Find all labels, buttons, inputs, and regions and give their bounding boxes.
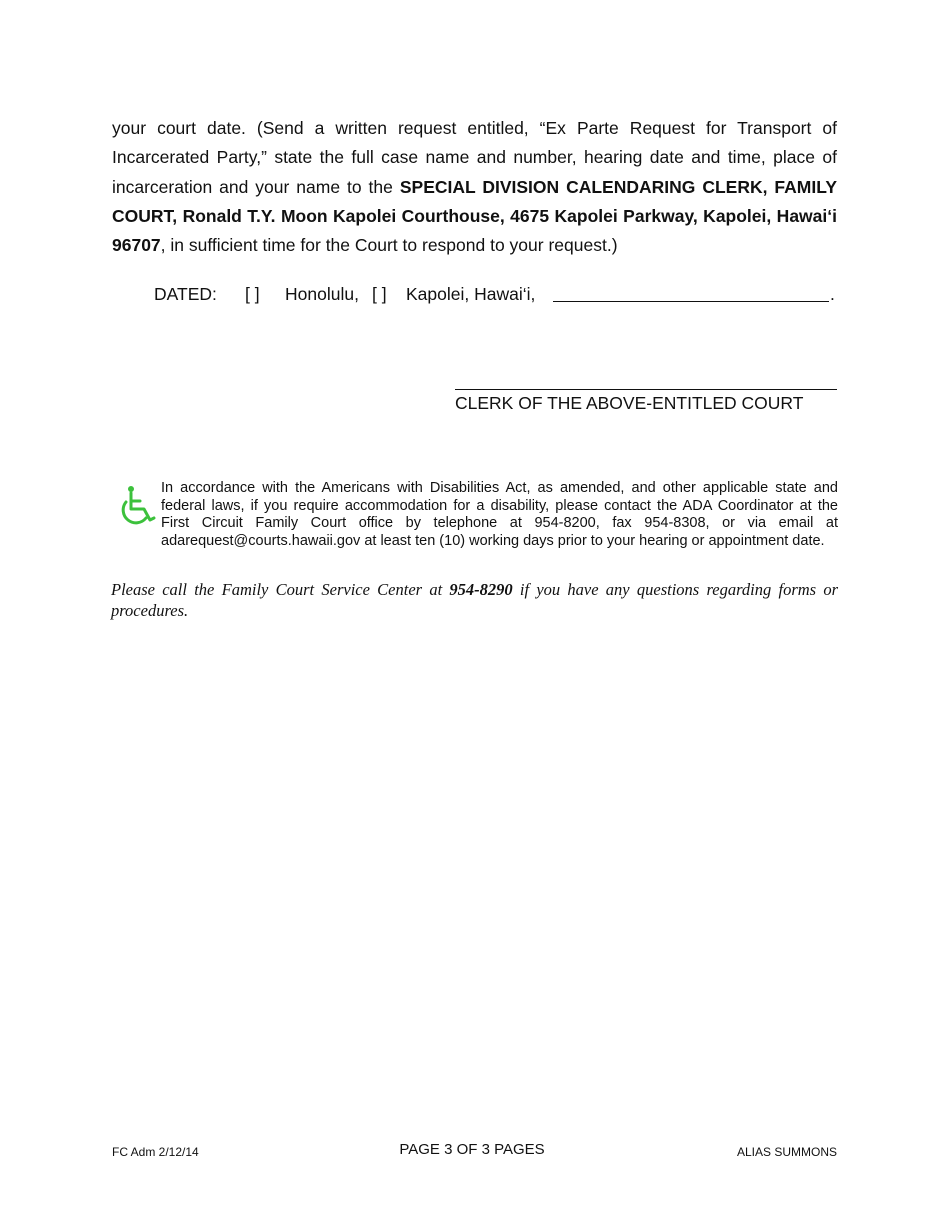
dated-label: DATED: (154, 284, 217, 304)
footer-form-id: FC Adm 2/12/14 (112, 1145, 199, 1159)
honolulu-checkbox[interactable]: [ ] (245, 284, 260, 304)
service-center-text-2: if you have any questions regarding forms or procedures. (111, 580, 838, 620)
paragraph-text-1: your court date. (Send a written request entitled, “Ex Parte Request for Transport of Incarcerated Party,” state the full case name and number, hearing date and time, place of incarceration and your name to the (112, 118, 837, 197)
paragraph-address-bold: SPECIAL DIVISION CALENDARING CLERK, FAMILY COURT, Ronald T.Y. Moon Kapolei Courthouse, 4675 Kapolei Parkway, Kapolei, Hawai‘i 96707 (112, 176, 837, 256)
kapolei-option-label: Kapolei, Hawai‘i, (406, 284, 536, 304)
kapolei-checkbox[interactable]: [ ] (372, 284, 387, 304)
service-center-text-1: Please call the Family Court Service Center at (111, 580, 450, 599)
service-center-phone: 954-8290 (449, 580, 513, 599)
dated-period: . (830, 284, 835, 304)
honolulu-option-label: Honolulu, (285, 284, 359, 304)
date-blank-line[interactable] (553, 301, 829, 302)
footer-page-number: PAGE 3 OF 3 PAGES (399, 1141, 545, 1158)
transport-request-paragraph (112, 114, 837, 260)
service-center-note (111, 580, 838, 621)
footer-document-title: ALIAS SUMMONS (736, 1145, 837, 1159)
wheelchair-icon (114, 485, 158, 529)
clerk-signature-label: CLERK OF THE ABOVE-ENTITLED COURT (455, 393, 804, 413)
paragraph-text-2: , in sufficient time for the Court to respond to your request.) (160, 235, 618, 256)
dated-line (154, 284, 844, 310)
signature-line[interactable] (455, 389, 837, 390)
ada-notice-text: In accordance with the Americans with Disabilities Act, as amended, and other applicable state and federal laws, if you require accommodation for a disability, please contact the ADA Coordinator at the First Circuit Family Court office by telephone at 954-8200, fax 954-8308, or via email at adarequest@courts.hawaii.gov at least ten (10) working days prior to your hearing or appointment date. (161, 480, 838, 549)
